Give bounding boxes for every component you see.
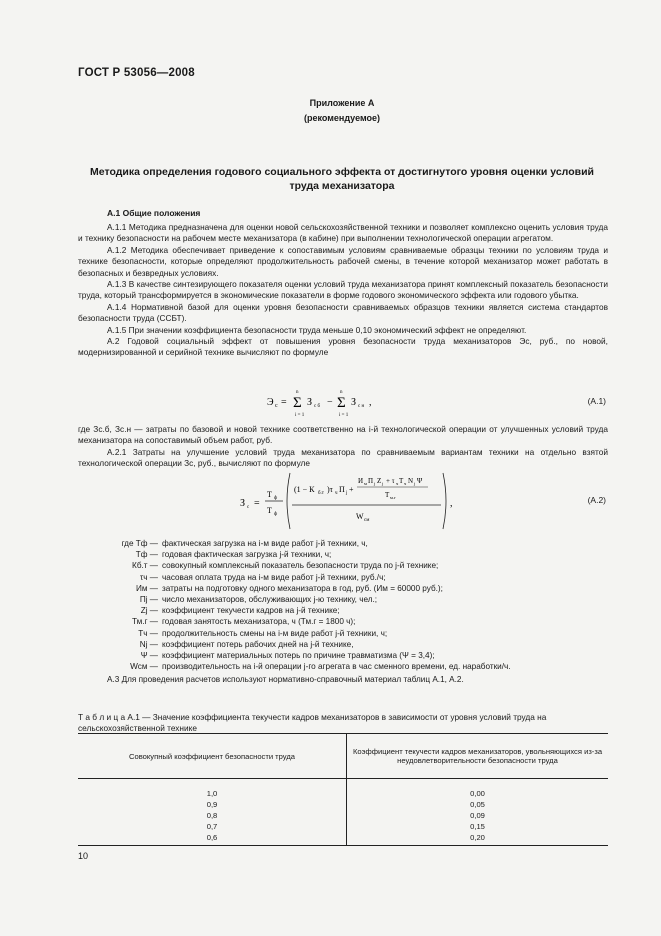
paragraph-a11: А.1.1 Методика предназначена для оценки новой сельскохозяйственной техники и позволяет комплексно оценить условия труда и технику безопасности на рабочем месте механизатора (в кабине) при выполнении технологической операции агрегатом. [78,222,608,244]
svg-text:=: = [281,397,287,408]
paragraph-block-a2 [78,424,608,470]
table-cell: 0,9 [78,799,347,810]
definition-row [78,650,608,661]
svg-text:=: = [254,498,260,509]
definition-row [78,538,608,549]
table-row [78,821,608,832]
svg-text:З: З [240,498,246,509]
definition-symbol: Тф — [135,550,158,560]
svg-text:м: м [364,481,367,486]
definition-text: часовая оплата труда на i-м виде работ j-й техники, руб./ч; [162,572,386,582]
svg-text:−: − [327,397,333,408]
coefficient-table [78,733,608,846]
equation-number-a2: (А.2) [587,495,606,505]
definition-row [78,583,608,594]
paragraph-where-a1: где Зс.б, Зс.н — затраты по базовой и новой технике соответственно на i-й технологической операции от улучшенных условий труда механизатора на сопоставимый объем работ, руб. [78,424,608,446]
svg-text:с: с [275,403,278,409]
table-header-cell: Коэффициент текучести кадров механизаторов, увольняющихся из-за неудовлетворительности безопасности труда [347,734,609,779]
definition-symbol: Тм.г — [132,617,158,627]
page-number: 10 [78,851,89,861]
svg-text:Э: Э [267,397,274,408]
definition-text: коэффициент материальных потерь по причине травматизма (Ψ = 3,4); [162,651,435,661]
svg-text:Σ: Σ [293,395,302,411]
svg-text:(1 − К: (1 − К [294,485,315,494]
svg-text:П: П [339,485,345,494]
definition-text: затраты на подготовку одного механизатора в год, руб. (Им = 60000 руб.); [162,583,443,593]
table-header-cell: Совокупный коэффициент безопасности труда [78,734,347,779]
definition-row [78,560,608,571]
definition-symbol: Zj — [140,606,158,616]
section-heading-a1: А.1 Общие положения [107,208,201,218]
svg-text:с н: с н [358,404,365,409]
definition-symbol: τч — [140,572,158,582]
document-title: Методика определения годового социального эффекта от достигнутого уровня оценки условий труда механизатора [90,166,594,192]
table-row [78,779,608,800]
table-cell: 0,6 [78,832,347,846]
svg-text:,: , [369,397,372,408]
svg-text:ф: ф [274,496,278,501]
paragraph-a21: А.2.1 Затраты на улучшение условий труда механизатора по сравниваемым вариантам техники на отдельно взятой технологической операции Зс, руб., вычисляют по формуле [78,446,608,469]
formula-a1 [265,385,415,417]
definition-symbol: Тч — [138,628,158,638]
svg-text:с: с [247,505,250,510]
definition-symbol: Wсм — [130,662,158,672]
definition-text: число механизаторов, обслуживающих j-ю технику, чел.; [162,595,378,605]
definition-row [78,616,608,627]
table-row [78,810,608,821]
svg-text:j: j [382,481,384,486]
annex-subtitle: (рекомендуемое) [304,113,380,123]
definition-row [78,594,608,605]
paragraph-a14: А.1.4 Нормативной базой для оценки уровня безопасности сравниваемых образцов техники является система стандартов безопасности труда (ССБТ). [78,301,608,324]
definition-text: коэффициент текучести кадров на j-й технике; [162,606,340,616]
definition-text: годовая фактическая загрузка j-й техники, ч; [162,550,332,560]
svg-text:ф: ф [274,512,278,517]
svg-text:j: j [374,481,376,486]
definition-row [78,605,608,616]
svg-text:+ τ: + τ [386,477,395,485]
svg-text:i = 1: i = 1 [339,413,349,417]
svg-text:ч: ч [396,481,399,486]
table-cell: 0,20 [347,832,609,846]
svg-text:б.т: б.т [318,491,324,496]
svg-text:W: W [356,512,364,521]
definition-symbol: Nj — [139,639,158,649]
svg-text:+: + [349,485,354,494]
standard-header: ГОСТ Р 53056—2008 [78,67,195,79]
definition-text: фактическая загрузка на i-м виде работ j-й техники, ч, [162,539,368,548]
svg-text:З: З [307,397,313,408]
svg-text:j: j [346,491,348,496]
table-cell: 1,0 [78,779,347,800]
svg-text:j: j [414,481,416,486]
paragraph-a15: А.1.5 При значении коэффициента безопасности труда меньше 0,10 экономический эффект не определяют. [107,324,527,335]
paragraph-a2: А.2 Годовой социальный эффект от повышения уровня безопасности труда механизаторов Эс, руб., по новой, модернизированной и серийной технике вычисляют по формуле [78,336,608,358]
definition-row [78,549,608,560]
svg-text:ч: ч [335,491,338,496]
definitions-list [78,538,608,686]
svg-text:Т: Т [385,491,390,499]
definition-row [78,661,608,672]
svg-text:i = 1: i = 1 [295,413,305,417]
svg-text:с б: с б [314,404,321,409]
svg-text:Т: Т [399,477,404,485]
svg-text:Z: Z [377,477,382,485]
definition-text: коэффициент потерь рабочих дней на j-й технике, [162,639,354,649]
svg-text:)τ: )τ [327,485,333,494]
definition-text: годовая занятость механизатора, ч (Тм.г = 1800 ч); [162,617,356,627]
table-cell: 0,15 [470,822,485,831]
svg-text:м.г: м.г [390,495,396,500]
svg-text:З: З [351,397,357,408]
table-cell: 0,8 [78,810,347,821]
paragraph-a12: А.1.2 Методика обеспечивает приведение к сопоставимым условиям сравниваемые образцы техники по условиям труда и технике безопасности, которые определяют продолжительность рабочей смены, в течение которой механизатор может работать в безопасных и безвредных условиях. [78,244,608,278]
svg-text:Т: Т [267,506,272,515]
table-row [78,832,608,846]
definition-symbol: Пj — [139,595,158,605]
definition-text: совокупный комплексный показатель безопасности труда по j-й технике; [162,561,439,571]
table-caption: Т а б л и ц а А.1 — Значение коэффициента текучести кадров механизаторов в зависимости от уровня условий труда на сельскохозяйственной технике [78,712,547,733]
definition-symbol: Им — [136,583,158,593]
table-cell: 0,09 [470,811,485,820]
definition-symbol: где Тф — [121,539,158,548]
definition-text: производительность на i-й операции j-го агрегата в час сменного времени, ед. наработки/ч. [162,662,511,672]
definition-text: продолжительность смены на i-м виде работ j-й техники, ч; [162,628,388,638]
definition-row [78,639,608,650]
table-cell: 0,00 [470,789,485,798]
svg-text:n: n [296,390,299,395]
svg-text:n: n [340,390,343,395]
table-cell: 0,7 [78,821,347,832]
svg-text:ч: ч [404,481,407,486]
svg-text:,: , [450,498,453,509]
equation-number-a1: (А.1) [587,396,606,406]
svg-text:И: И [358,477,364,485]
table-header-row [78,734,608,779]
svg-text:Т: Т [267,490,272,499]
definition-row [78,628,608,639]
paragraph-a3: А.3 Для проведения расчетов используют нормативно-справочный материал таблиц А.1, А.2. [107,675,464,685]
table-cell: 0,05 [470,800,485,809]
paragraph-block-a1 [78,222,608,359]
table-row [78,799,608,810]
svg-text:Ψ: Ψ [417,477,423,485]
svg-text:см: см [364,518,370,523]
paragraph-a13: А.1.3 В качестве синтезирующего показателя оценки условий труда механизатора принят комплексный показатель безопасности труда, который трансформируется в экономические показатели в форме годового экономического эффекта или годового убытка. [78,279,608,301]
formula-a2 [238,470,463,532]
definition-symbol: Кб.т — [132,561,158,571]
definition-symbol: Ψ — [140,651,158,661]
svg-text:Σ: Σ [337,395,346,411]
svg-text:N: N [408,477,414,485]
definition-row [78,572,608,583]
svg-text:П: П [368,477,374,485]
annex-title: Приложение А [309,98,375,108]
